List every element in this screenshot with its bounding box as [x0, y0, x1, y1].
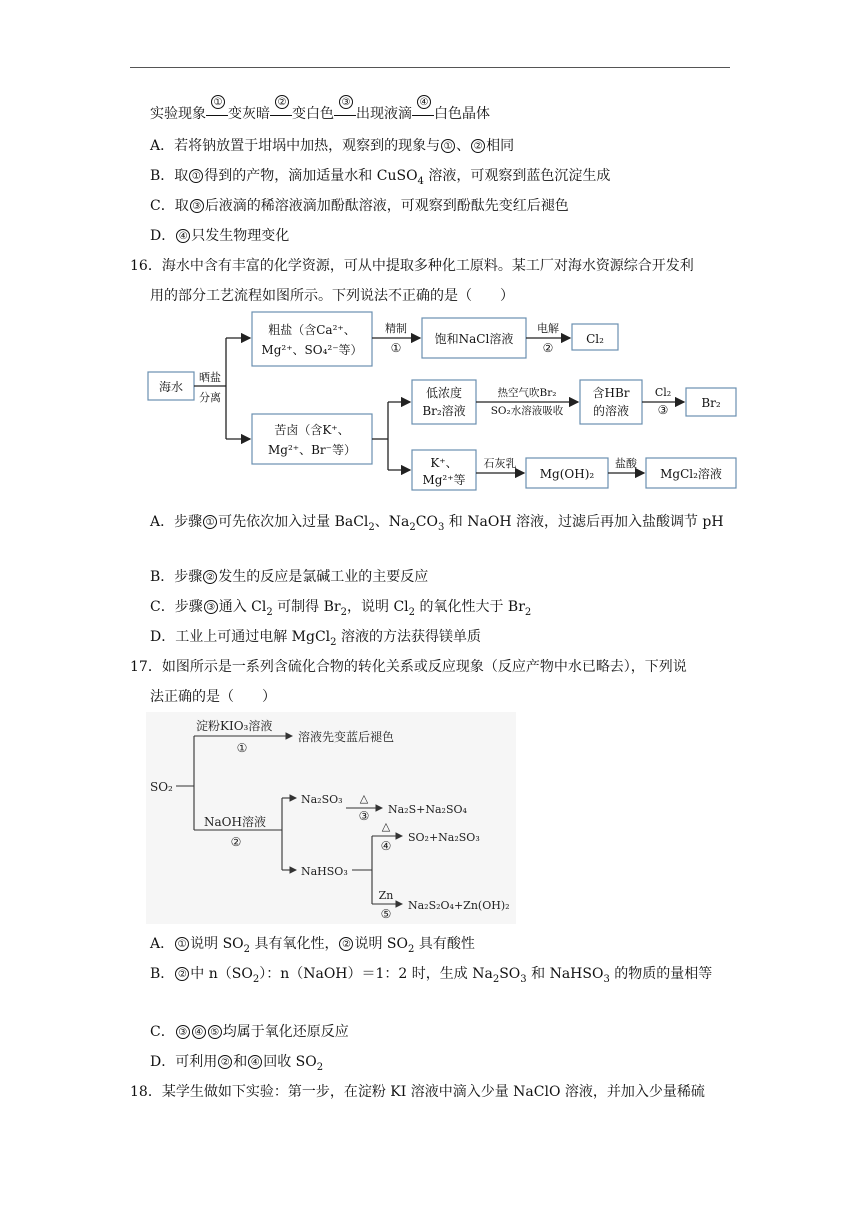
q15-option-a: A．若将钠放置于坩埚中加热，观察到的现象与 ① 、 ② 相同 [150, 138, 515, 154]
exp-step-3: 出现液滴 [356, 106, 412, 122]
q17-step4-label: ④ [380, 839, 392, 853]
q16-stem-1: 16．海水中含有丰富的化学资源，可从中提取多种化工原料。某工厂对海水资源综合开发利 [130, 258, 694, 274]
heat1-label: △ [359, 792, 369, 805]
step2-label: ② [542, 341, 554, 355]
q16-option-d: D．工业上可通过电解 MgCl$_2$ 溶液的方法获得镁单质 [150, 629, 481, 648]
absorb-label: SO₂水溶液吸收 [490, 405, 564, 417]
q16-option-a: A．步骤 ① 可先依次加入过量 BaCl$_2$、$Na_2CO_3$ 和 NaOH 溶液，过滤后再加入盐酸调节 pH [150, 514, 724, 533]
result1-text: 溶液先变蓝后褪色 [298, 730, 395, 744]
cl2-step3-label: Cl₂ [654, 386, 672, 399]
step1-label: ① [390, 341, 402, 355]
so2-text: SO₂ [150, 780, 173, 794]
q17-step2-label: ② [230, 835, 242, 849]
exp-prefix: 实验现象 [150, 106, 206, 122]
low-br2-text-1: 低浓度 [425, 386, 463, 400]
exp-arrow-3: ③ [334, 104, 356, 124]
refine-label: 精制 [385, 322, 407, 335]
q17-step5-label: ⑤ [380, 907, 392, 921]
mgoh2-text: Mg(OH)₂ [539, 467, 595, 481]
q17-sulfur-diagram [146, 712, 516, 924]
k-mg-text-1: K⁺、 [430, 456, 458, 470]
exp-step-4: 白色晶体 [434, 106, 490, 122]
electro-label: 电解 [537, 322, 559, 335]
exp-step-1: 变灰暗 [228, 106, 270, 122]
q18-stem-1: 18．某学生做如下实验：第一步，在淀粉 KI 溶液中滴入少量 NaClO 溶液，并加入少量稀硫 [130, 1084, 705, 1100]
q16-stem-2: 用的部分工艺流程如图所示。下列说法不正确的是（ ） [150, 288, 514, 304]
seawater-label: 海水 [158, 380, 184, 394]
crude-salt-text-1: 粗盐（含Ca²⁺、 [268, 323, 356, 337]
crude-salt-box [252, 312, 372, 366]
br2-text: Br₂ [701, 396, 721, 410]
lime-label: 石灰乳 [483, 457, 517, 470]
q17-step3-label: ③ [358, 809, 370, 823]
q15-option-b: B．取 ① 得到的产物，滴加适量水和 CuSO$_4$ 溶液，可观察到蓝色沉淀生成 [150, 168, 611, 187]
naoh-label: NaOH溶液 [204, 815, 266, 829]
nahso3-text: NaHSO₃ [301, 865, 348, 878]
low-br2-text-2: Br₂溶液 [422, 404, 466, 418]
result5-text: Na₂S₂O₄+Zn(OH)₂ [408, 899, 510, 912]
cl2-text: Cl₂ [586, 332, 604, 346]
q16-option-b: B．步骤 ② 发生的反应是氯碱工业的主要反应 [150, 569, 429, 585]
experiment-line [150, 97, 490, 124]
mgcl2-text: MgCl₂溶液 [660, 467, 722, 481]
header-rule [130, 67, 730, 68]
q17-option-c: C． ③ ④ ⑤ 均属于氧化还原反应 [150, 1024, 349, 1040]
q17-option-d: D．可利用 ② 和 ④ 回收 $SO_2$ [150, 1054, 324, 1073]
q16-option-c: C．步骤 ③ 通入 $Cl_2$ 可制得 $Br_2$，说明 $Cl_2$ 的氧化性大于 $Br_2$ [150, 599, 532, 618]
q17-option-b: B． ② 中 $n(SO_2)$：n（NaOH）＝1：2 时，生成 $Na_2SO_3$ 和 NaHSO$_3$ 的物质的量相等 [150, 966, 713, 985]
k-mg-text-2: Mg²⁺等 [422, 473, 466, 487]
hbr-text-2: 的溶液 [592, 404, 630, 418]
hcl-label: 盐酸 [615, 457, 637, 470]
q15-option-c: C．取 ③ 后液滴的稀溶液滴加酚酞溶液，可观察到酚酞先变红后褪色 [150, 198, 569, 214]
exp-arrow-1: ① [206, 104, 228, 124]
exp-step-2: 变白色 [292, 106, 334, 122]
sun-label: 晒盐 [199, 371, 221, 384]
result4-text: SO₂+Na₂SO₃ [408, 831, 480, 844]
result3-text: Na₂S+Na₂SO₄ [388, 803, 467, 816]
heat2-label: △ [381, 820, 391, 833]
kio3-label: 淀粉KIO₃溶液 [196, 719, 273, 733]
q17-stem-2: 法正确的是（ ） [150, 689, 276, 705]
bittern-text-1: 苦卤（含K⁺、 [274, 423, 350, 437]
q17-stem-1: 17．如图所示是一系列含硫化合物的转化关系或反应现象（反应产物中水已略去），下列说 [130, 659, 687, 675]
q17-step1-label: ① [236, 741, 248, 755]
na2so3-text: Na₂SO₃ [301, 793, 343, 806]
q16-flow-diagram [146, 308, 738, 498]
nacl-text: 饱和NaCl溶液 [434, 332, 514, 346]
zn-label: Zn [378, 889, 394, 902]
crude-salt-text-2: Mg²⁺、SO₄²⁻等） [261, 343, 363, 357]
sep-label: 分离 [199, 391, 221, 404]
exp-arrow-2: ② [270, 104, 292, 124]
q15-option-d: D． ④ 只发生物理变化 [150, 228, 290, 244]
step3-label: ③ [657, 403, 669, 417]
exp-arrow-4: ④ [412, 104, 434, 124]
bittern-text-2: Mg²⁺、Br⁻等） [267, 443, 357, 457]
blow-label: 热空气吹Br₂ [497, 387, 557, 399]
q17-option-a: A． ① 说明 $SO_2$ 具有氧化性， ② 说明 $SO_2$ 具有酸性 [150, 936, 475, 955]
hbr-text-1: 含HBr [592, 386, 630, 400]
